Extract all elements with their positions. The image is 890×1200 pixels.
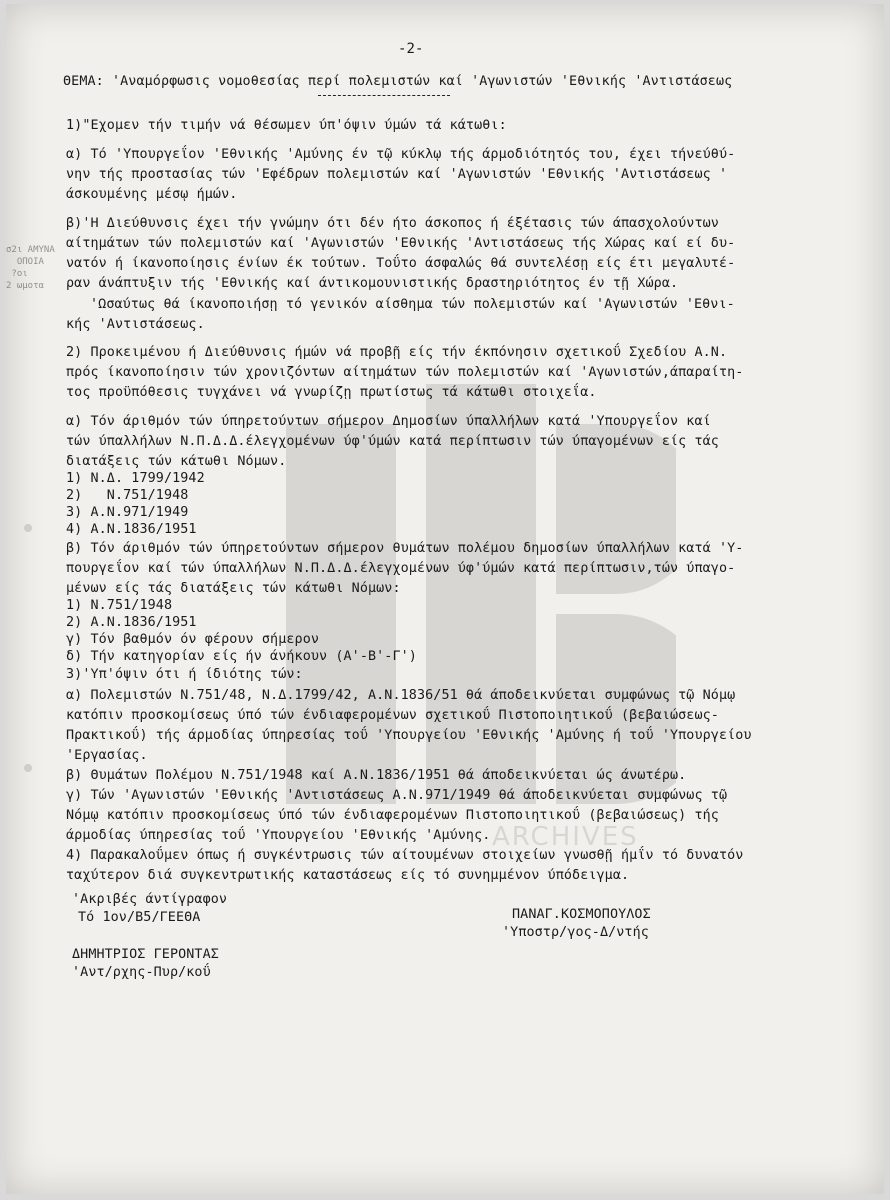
body-line: Πρακτικοΰ) τής άρμοδίας ύπηρεσίας τοΰ 'Υπουργείου 'Εθνικής 'Αμύνης ή τοΰ 'Υπουργείου	[66, 728, 752, 743]
body-line: 4) Α.Ν.1836/1951	[66, 522, 197, 537]
body-line: ταχύτερον διά συγκεντρωτικής καταστάσεως είς τό συνημμένον ύπόδειγμα.	[66, 868, 630, 883]
body-line: 1)"Εχομεν τήν τιμήν νά θέσωμεν ύπ'όψιν ύμών τά κάτωθι:	[66, 118, 507, 133]
document-page	[6, 4, 884, 1194]
body-line: 1) Ν.751/1948	[66, 598, 173, 613]
body-line: α) Τό 'Υπουργεΐον 'Εθνικής 'Αμύνης έν τῷ κύκλῳ τής άρμοδιότητός του, έχει τήνεύθύ-	[66, 147, 736, 162]
body-line: 'Εργασίας.	[66, 748, 148, 763]
body-line: άσκουμένης μέσῳ ήμών.	[66, 187, 238, 202]
body-line: α) Τόν άριθμόν τών ύπηρετούντων σήμερον Δημοσίων ύπαλλήλων κατά 'Υπουργεΐον καί	[66, 414, 711, 429]
body-line: 3) Α.Ν.971/1949	[66, 505, 189, 520]
punch-hole	[24, 764, 32, 772]
subject-line: ΘΕΜΑ: 'Αναμόρφωσις νομοθεσίας περί πολεμιστών καί 'Αγωνιστών 'Εθνικής 'Αντιστάσεως	[63, 74, 733, 89]
body-line: Νόμῳ κατόπιν προσκομίσεως ύπό τών ένδιαφερομένων Πιστοποιητικοΰ (βεβαιώσεως) τής	[66, 808, 719, 823]
body-line: τών ύπαλλήλων Ν.Π.Δ.Δ.έλεγχομένων ύφ'ύμών κατά περίπτωσιν τών ύπαγομένων είς τάς	[66, 434, 719, 449]
subject-underline	[318, 95, 450, 96]
body-line: αίτημάτων τών πολεμιστών καί 'Αγωνιστών 'Εθνικής 'Αντιστάσεως τής Χώρας καί εί δυ-	[66, 236, 736, 251]
right-signatory-name: ΠΑΝΑΓ.ΚΟΣΜΟΠΟΥΛΟΣ	[512, 907, 651, 922]
body-line: κατόπιν προσκομίσεως ύπό τών ένδιαφερομένων σχετικοΰ Πιστοποιητικοΰ (βεβαιώσεως-	[66, 708, 719, 723]
body-line: 'Ωσαύτως θά ίκανοποιήσῃ τό γενικόν αίσθημα τών πολεμιστών καί 'Αγωνιστών 'Εθνι-	[90, 297, 735, 312]
body-line: 2) Α.Ν.1836/1951	[66, 615, 197, 630]
right-signatory-title: 'Υποστρ/γος-Δ/ντής	[502, 925, 649, 940]
body-line: γ) Τών 'Αγωνιστών 'Εθνικής 'Αντιστάσεως Α.Ν.971/1949 θά άποδεικνύεται συμφώνως τῷ	[66, 788, 728, 803]
margin-stamp: σ2ι ΑΜΥΝΑ ΟΠΟΙΑ ?οι 2 ωμοτα	[6, 245, 55, 291]
punch-hole	[24, 524, 32, 532]
body-line: ραν άνάπτυξιν τής 'Εθνικής καί άντικομουνιστικής δραστηριότητος έν τῇ Χώρα.	[66, 276, 679, 291]
body-line: άρμοδίας ύπηρεσίας τοΰ 'Υπουργείου 'Εθνικής 'Αμύνης.	[66, 828, 491, 843]
body-line: δ) Τήν κατηγορίαν είς ήν άνήκουν (Α'-Β'-Γ')	[66, 649, 417, 664]
page-number: -2-	[398, 41, 424, 57]
body-line: νατόν ή ίκανοποίησις ένίων έκ τούτων. Τοΰτο άσφαλώς θά συντελέσῃ είς έτι μεγαλυτέ-	[66, 256, 736, 271]
body-line: 2) Προκειμένου ή Διεύθυνσις ήμών νά προβῇ είς τήν έκπόνησιν σχετικοΰ Σχεδίου Α.Ν.	[66, 345, 728, 360]
body-line: γ) Τόν βαθμόν όν φέρουν σήμερον	[66, 632, 320, 647]
body-line: νην τής προστασίας τών 'Εφέδρων πολεμιστών καί 'Αγωνιστών 'Εθνικής 'Αντιστάσεως '	[66, 167, 728, 182]
body-line: 4) Παρακαλοΰμεν όπως ή συγκέντρωσις τών αίτουμένων στοιχείων γνωσθῇ ήμΐν τό δυνατόν	[66, 848, 744, 863]
body-line: β) Τόν άριθμόν τών ύπηρετούντων σήμερον θυμάτων πολέμου δημοσίων ύπαλλήλων κατά 'Υ-	[66, 541, 744, 556]
body-line: τος προϋπόθεσις τυγχάνει νά γνωρίζῃ πρωτίστως τά κάτωθι στοιχεΐα.	[66, 385, 597, 400]
body-line: πρός ίκανοποίησιν τών χρονιζόντων αίτημάτων τών πολεμιστών καί 'Αγωνιστών,άπαραίτη-	[66, 365, 744, 380]
body-line: 3)'Υπ'όψιν ότι ή ίδιότης τών:	[66, 667, 303, 682]
body-line: β) Θυμάτων Πολέμου Ν.751/1948 καί Α.Ν.1836/1951 θά άποδεικνύεται ώς άνωτέρω.	[66, 768, 687, 783]
left-signatory-name: ΔΗΜΗΤΡΙΟΣ ΓΕΡΟΝΤΑΣ	[72, 947, 219, 962]
copy-note-line1: 'Ακριβές άντίγραφον	[72, 892, 228, 907]
body-line: κής 'Αντιστάσεως.	[66, 317, 205, 332]
watermark-text: ARCHIVES	[492, 822, 639, 852]
body-line: μένων είς τάς διατάξεις τών κάτωθι Νόμων:	[66, 581, 401, 596]
body-line: διατάξεις τών κάτωθι Νόμων.	[66, 454, 287, 469]
body-line: 2) Ν.751/1948	[66, 488, 189, 503]
copy-note-line2: Τό 1ον/Β5/ΓΕΕΘΑ	[78, 910, 201, 925]
body-line: 1) Ν.Δ. 1799/1942	[66, 471, 205, 486]
body-line: πουργεΐον καί τών ύπαλλήλων Ν.Π.Δ.Δ.έλεγχομένων ύφ'ύμών κατά περίπτωσιν,τών ύπαγο-	[66, 561, 736, 576]
body-line: α) Πολεμιστών Ν.751/48, Ν.Δ.1799/42, Α.Ν.1836/51 θά άποδεικνύεται συμφώνως τῷ Νόμῳ	[66, 688, 736, 703]
left-signatory-title: 'Αντ/ρχης-Πυρ/κοΰ	[72, 965, 211, 980]
body-line: β)'Η Διεύθυνσις έχει τήν γνώμην ότι δέν ήτο άσκοπος ή έξέτασις τών άπασχολούντων	[66, 216, 719, 231]
